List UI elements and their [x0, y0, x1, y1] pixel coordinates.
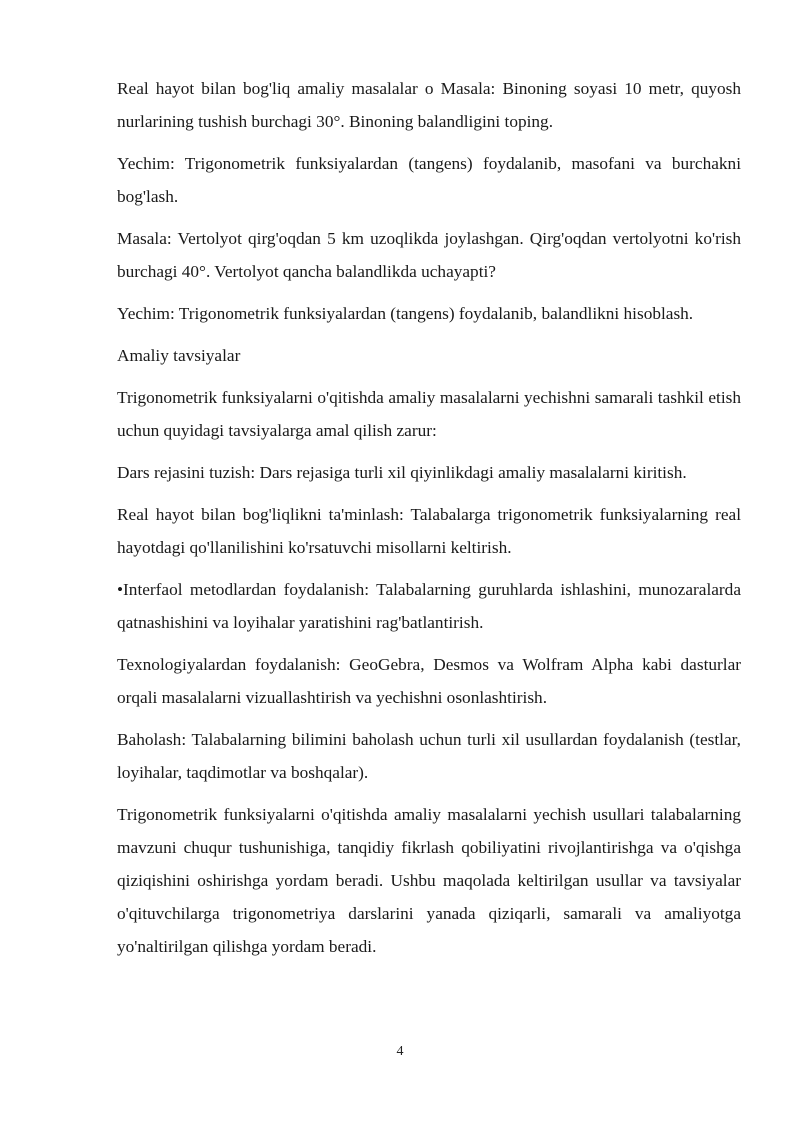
paragraph-conclusion: Trigonometrik funksiyalarni o'qitishda amaliy masalalarni yechish usullari talabalarning mavzuni chuqur tushunishiga, tanqidiy fikrlash qobiliyatini rivojlantirishga va o'qishga qiziqishini oshirishga yordam beradi. Ushbu maqolada keltirilgan usullar va tavsiyalar o'qituvchilarga trigonometriya darslarini yanada qiziqarli, samarali va amaliyotga yo'naltirilgan qilishga yordam beradi. [117, 805, 741, 956]
paragraph-assessment: Baholash: Talabalarning bilimini baholash uchun turli xil usullardan foydalanish (testlar, loyihalar, taqdimotlar va boshqalar). [117, 730, 741, 782]
paragraph-interactive-methods: •Interfaol metodlardan foydalanish: Talabalarning guruhlarda ishlashini, munozaralarda qatnashishini va loyihalar yaratishini rag'batlantirish. [117, 580, 741, 632]
paragraph-helicopter-problem: Masala: Vertolyot qirg'oqdan 5 km uzoqlikda joylashgan. Qirg'oqdan vertolyotni ko'rish burchagi 40°. Vertolyot qancha balandlikda uchayapti? [117, 229, 741, 281]
paragraph-technology-use: Texnologiyalardan foydalanish: GeoGebra, Desmos va Wolfram Alpha kabi dasturlar orqali masalalarni vizuallashtirish va yechishni osonlashtirish. [117, 655, 741, 707]
page-number: 4 [396, 1044, 404, 1059]
paragraph-lesson-plan: Dars rejasini tuzish: Dars rejasiga turli xil qiyinlikdagi amaliy masalalarni kiritish. [117, 463, 687, 482]
section-heading-practical-recommendations: Amaliy tavsiyalar [117, 346, 241, 365]
paragraph-solution-height: Yechim: Trigonometrik funksiyalardan (tangens) foydalanib, balandlikni hisoblash. [117, 304, 694, 323]
paragraph-building-shadow-problem: Real hayot bilan bog'liq amaliy masalalar o Masala: Binoning soyasi 10 metr, quyosh nurlarining tushish burchagi 30°. Binoning balandligini toping. [117, 79, 741, 131]
paragraph-real-life-connection: Real hayot bilan bog'liqlikni ta'minlash: Talabalarga trigonometrik funksiyalarning real hayotdagi qo'llanilishini ko'rsatuvchi misollarni keltirish. [117, 505, 741, 557]
paragraph-recommendations-intro: Trigonometrik funksiyalarni o'qitishda amaliy masalalarni yechishni samarali tashkil etish uchun quyidagi tavsiyalarga amal qilish zarur: [117, 388, 741, 440]
document-body [117, 72, 741, 972]
paragraph-solution-distance-angle: Yechim: Trigonometrik funksiyalardan (tangens) foydalanib, masofani va burchakni bog'lash. [117, 154, 741, 206]
